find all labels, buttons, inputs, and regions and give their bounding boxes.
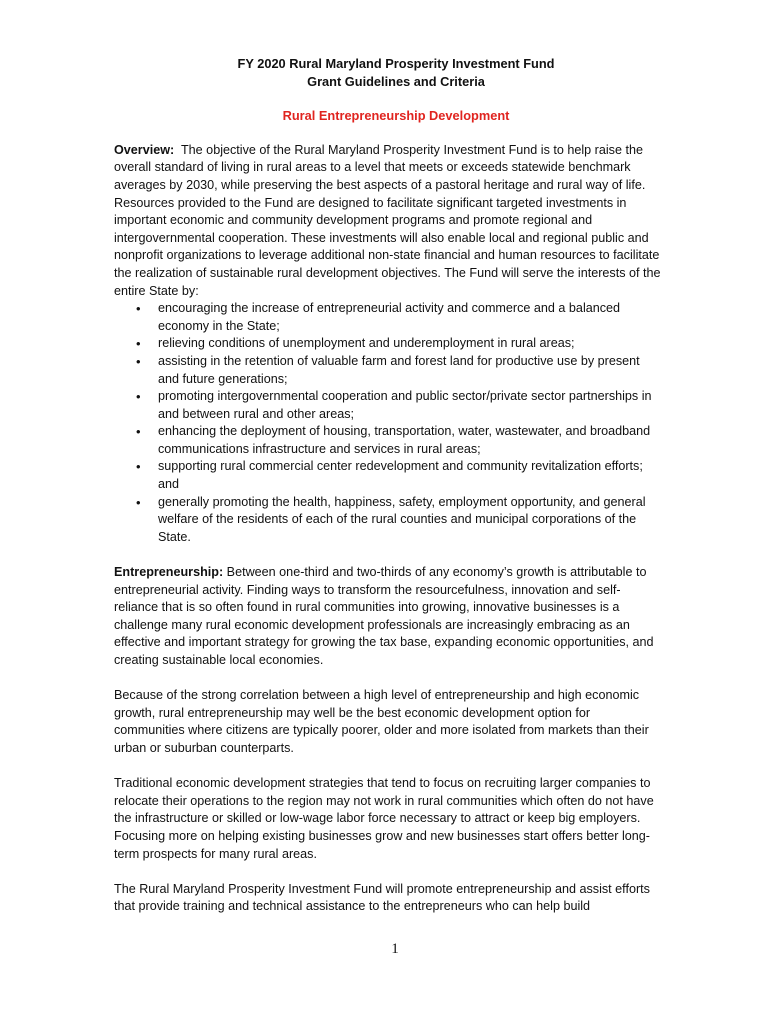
list-item-text: promoting intergovernmental cooperation and public sector/private sector partnerships in and between rural and other areas; xyxy=(158,389,652,421)
list-item xyxy=(136,494,662,547)
list-item-text: supporting rural commercial center redevelopment and community revitalization efforts; and xyxy=(158,459,643,492)
bullet-icon: • xyxy=(136,301,141,317)
list-item-text: encouraging the increase of entrepreneurial activity and commerce and a balanced economy in the State; xyxy=(158,301,621,333)
overview-text: The objective of the Rural Maryland Prosperity Investment Fund is to help raise the overall standard of living in rural areas to a level that meets or exceeds statewide benchmark averages by 2030, while preserving the best aspects of a pastoral heritage and rural way of life. Resources provided to the Fund are designed to facilitate significant targeted investments in important economic and community development programs and promote regional and intergovernmental cooperation. These investments will also enable local and regional public and nonprofit organizations to leverage additional non-state financial and human resources to facilitate the realization of sustainable rural development objectives. The Fund will serve the interests of the entire State by: xyxy=(114,142,661,298)
list-item xyxy=(136,458,662,493)
entrepreneurship-text: Between one-third and two-thirds of any economy’s growth is attributable to entrepreneurial activity. Finding ways to transform the resourcefulness, innovation and self-reliance that is so often found in rural communities into growing, innovative businesses is a challenge many rural economic development professionals are increasingly embracing as an effective and important strategy for growing the tax base, expanding economic opportunities, and creating sustainable local economies. xyxy=(114,565,654,667)
bullet-icon: • xyxy=(136,494,141,510)
entrepreneurship-lead: Entrepreneurship: xyxy=(114,565,224,580)
page-number: 1 xyxy=(391,941,399,957)
list-item xyxy=(136,353,662,388)
objectives-list xyxy=(114,300,662,546)
overview-paragraph xyxy=(114,142,662,300)
list-item-text: relieving conditions of unemployment and underemployment in rural areas; xyxy=(158,336,575,351)
list-item xyxy=(136,300,662,335)
bullet-icon: • xyxy=(136,459,141,475)
list-item-text: enhancing the deployment of housing, transportation, water, wastewater, and broadband communications infrastructure and services in rural areas; xyxy=(158,424,651,456)
body-paragraph: Because of the strong correlation between a high level of entrepreneurship and high economic growth, rural entrepreneurship may well be the best economic development option for communities where citizens are typically poorer, older and more isolated from markets than their urban or suburban counterparts. xyxy=(114,688,649,755)
list-item xyxy=(136,335,662,353)
entrepreneurship-paragraph xyxy=(114,564,662,670)
bullet-icon: • xyxy=(136,389,141,405)
bullet-icon: • xyxy=(136,424,141,440)
list-item-text: assisting in the retention of valuable farm and forest land for productive use by present and future generations; xyxy=(158,353,640,386)
body-paragraph: The Rural Maryland Prosperity Investment Fund will promote entrepreneurship and assist efforts that provide training and technical assistance to the entrepreneurs who can help build xyxy=(114,881,650,914)
list-item xyxy=(136,423,662,458)
overview-lead: Overview: xyxy=(114,142,175,157)
bullet-icon: • xyxy=(136,336,141,352)
list-item xyxy=(136,388,662,423)
page-content xyxy=(114,55,662,934)
section-subtitle: Rural Entrepreneurship Development xyxy=(282,108,510,124)
bullet-icon: • xyxy=(136,353,141,369)
title-line-2: Grant Guidelines and Criteria xyxy=(307,73,485,89)
body-paragraph: Traditional economic development strategies that tend to focus on recruiting larger companies to relocate their operations to the region may not work in rural communities which often do not have the infrastructure or skilled or low-wage labor force necessary to attract or keep big employers. Focusing more on helping existing businesses grow and new businesses start offers better long-term prospects for many rural areas. xyxy=(114,776,654,861)
title-line-1: FY 2020 Rural Maryland Prosperity Investment Fund xyxy=(237,56,555,71)
document-title xyxy=(114,55,662,90)
list-item-text: generally promoting the health, happiness, safety, employment opportunity, and general welfare of the residents of each of the rural counties and municipal corporations of the State. xyxy=(158,494,646,544)
